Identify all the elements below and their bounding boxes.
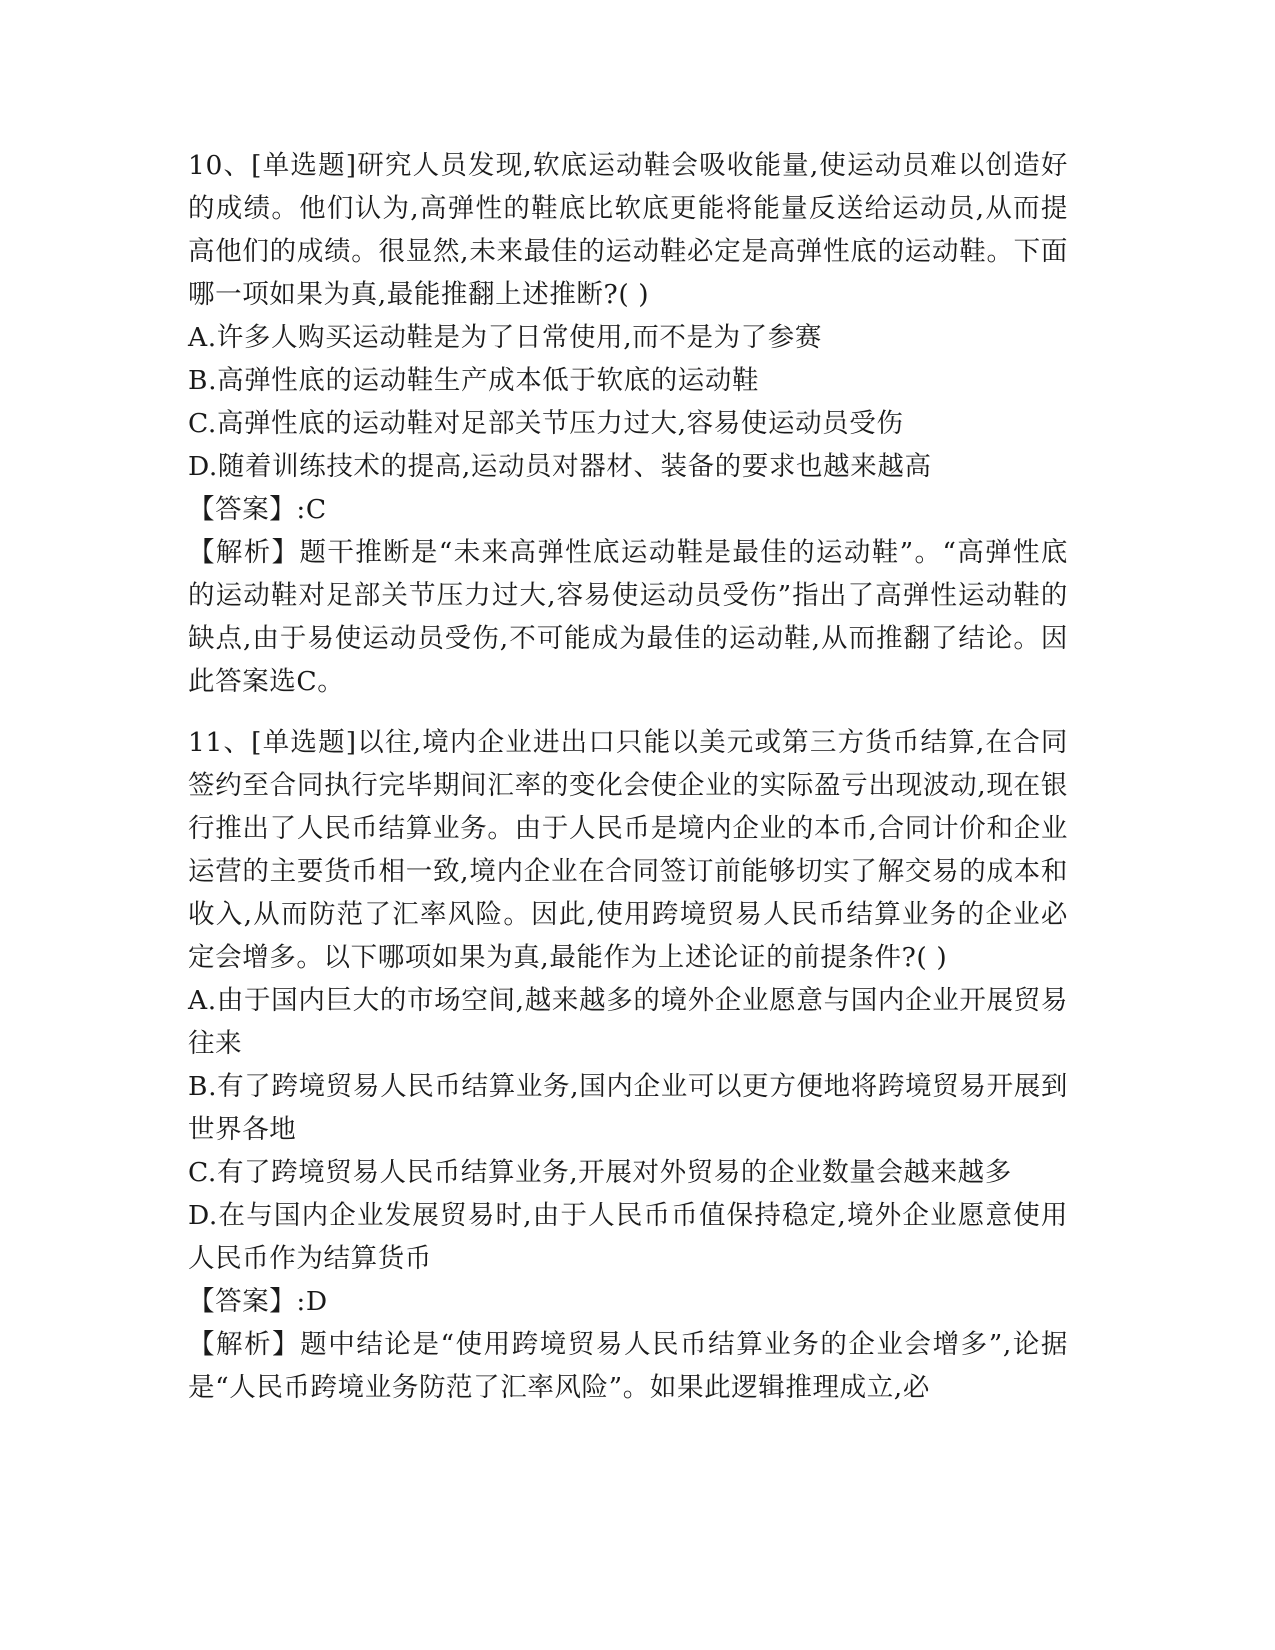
option-a: A.许多人购买运动鞋是为了日常使用,而不是为了参赛	[188, 322, 822, 353]
option-b: B.有了跨境贸易人民币结算业务,国内企业可以更方便地将跨境贸易开展到世界各地	[188, 1071, 1068, 1145]
option-d: D.随着训练技术的提高,运动员对器材、装备的要求也越来越高	[188, 451, 932, 482]
analysis-text: 【解析】题干推断是“未来高弹性底运动鞋是最佳的运动鞋”。“高弹性底的运动鞋对足部关节压力过大,容易使运动员受伤”指出了高弹性运动鞋的缺点,由于易使运动员受伤,不可能成为最佳的运动鞋,从而推翻了结论。因此答案选C。	[188, 537, 1068, 697]
page-content	[188, 144, 1068, 1409]
answer-line: 【答案】:C	[188, 494, 327, 525]
answer-line: 【答案】:D	[188, 1286, 328, 1317]
question-separator	[188, 703, 1068, 721]
option-a: A.由于国内巨大的市场空间,越来越多的境外企业愿意与国内企业开展贸易往来	[188, 985, 1068, 1059]
option-d: D.在与国内企业发展贸易时,由于人民币币值保持稳定,境外企业愿意使用人民币作为结算货币	[188, 1200, 1068, 1274]
question-block-11	[188, 721, 1068, 1409]
option-b: B.高弹性底的运动鞋生产成本低于软底的运动鞋	[188, 365, 760, 396]
question-stem: 10、[单选题]研究人员发现,软底运动鞋会吸收能量,使运动员难以创造好的成绩。他们认为,高弹性的鞋底比软底更能将能量反送给运动员,从而提高他们的成绩。很显然,未来最佳的运动鞋必定是高弹性底的运动鞋。下面哪一项如果为真,最能推翻上述推断?( )	[188, 150, 1068, 310]
analysis-text: 【解析】题中结论是“使用跨境贸易人民币结算业务的企业会增多”,论据是“人民币跨境业务防范了汇率风险”。如果此逻辑推理成立,必	[188, 1329, 1068, 1403]
option-c: C.有了跨境贸易人民币结算业务,开展对外贸易的企业数量会越来越多	[188, 1157, 1012, 1188]
question-block-10	[188, 144, 1068, 703]
option-c: C.高弹性底的运动鞋对足部关节压力过大,容易使运动员受伤	[188, 408, 904, 439]
question-stem: 11、[单选题]以往,境内企业进出口只能以美元或第三方货币结算,在合同签约至合同执行完毕期间汇率的变化会使企业的实际盈亏出现波动,现在银行推出了人民币结算业务。由于人民币是境内企业的本币,合同计价和企业运营的主要货币相一致,境内企业在合同签订前能够切实了解交易的成本和收入,从而防范了汇率风险。因此,使用跨境贸易人民币结算业务的企业必定会增多。以下哪项如果为真,最能作为上述论证的前提条件?( )	[188, 727, 1068, 973]
